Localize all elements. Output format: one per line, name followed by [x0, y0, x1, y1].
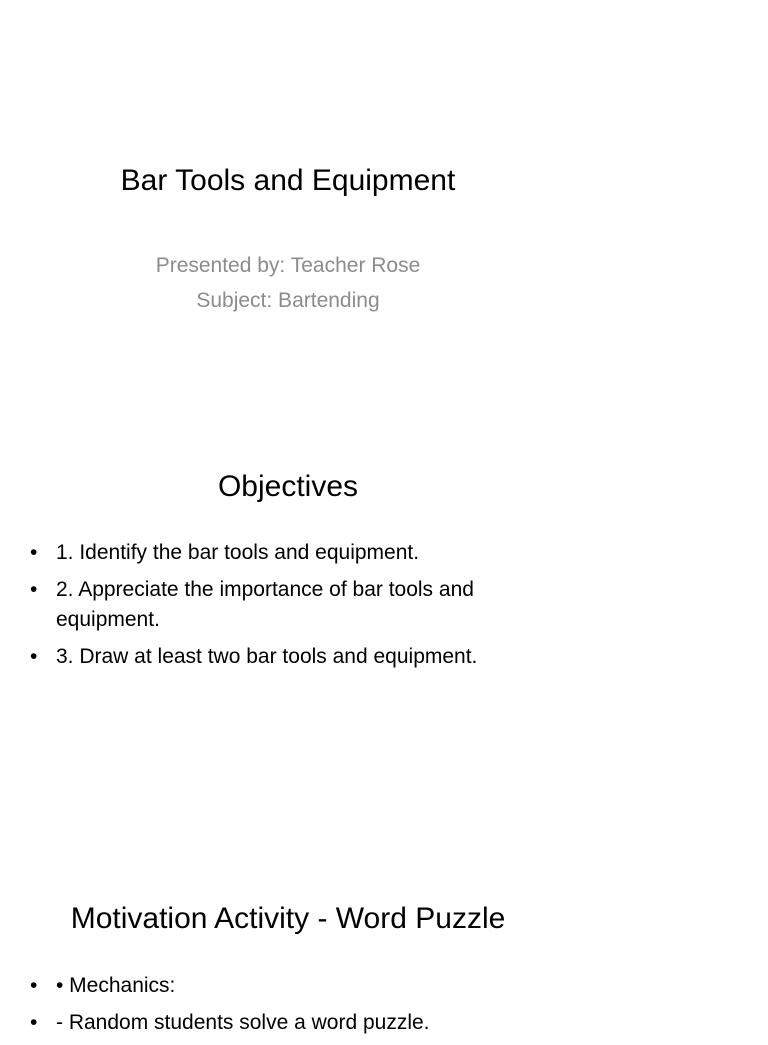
motivation-list [30, 971, 550, 1045]
objectives-list [30, 538, 550, 679]
list-item-text: 3. Draw at least two bar tools and equipment. [56, 645, 478, 668]
list-item-text: 1. Identify the bar tools and equipment. [56, 541, 420, 564]
bullet-icon: • [30, 974, 38, 997]
list-item [30, 642, 550, 672]
subject-line: Subject: Bartending [196, 289, 380, 312]
slide-title-bar-tools: Bar Tools and Equipment [120, 164, 456, 197]
list-item-text: 2. Appreciate the importance of bar tools and equipment. [56, 578, 474, 631]
slide-title-motivation: Motivation Activity - Word Puzzle [70, 902, 506, 935]
bullet-icon: • [30, 1011, 38, 1034]
list-item [30, 575, 550, 635]
list-item [30, 971, 550, 1001]
bullet-icon: • [30, 578, 38, 601]
list-item-text: - Random students solve a word puzzle. [56, 1011, 430, 1034]
list-item [30, 538, 550, 568]
slide-title-objectives: Objectives [217, 470, 359, 503]
bullet-icon: • [30, 645, 38, 668]
bullet-icon: • [30, 541, 38, 564]
presenter-line: Presented by: Teacher Rose [155, 254, 421, 277]
list-item [30, 1008, 550, 1038]
slide-subtitle [0, 248, 576, 318]
list-item-text: • Mechanics: [56, 974, 176, 997]
